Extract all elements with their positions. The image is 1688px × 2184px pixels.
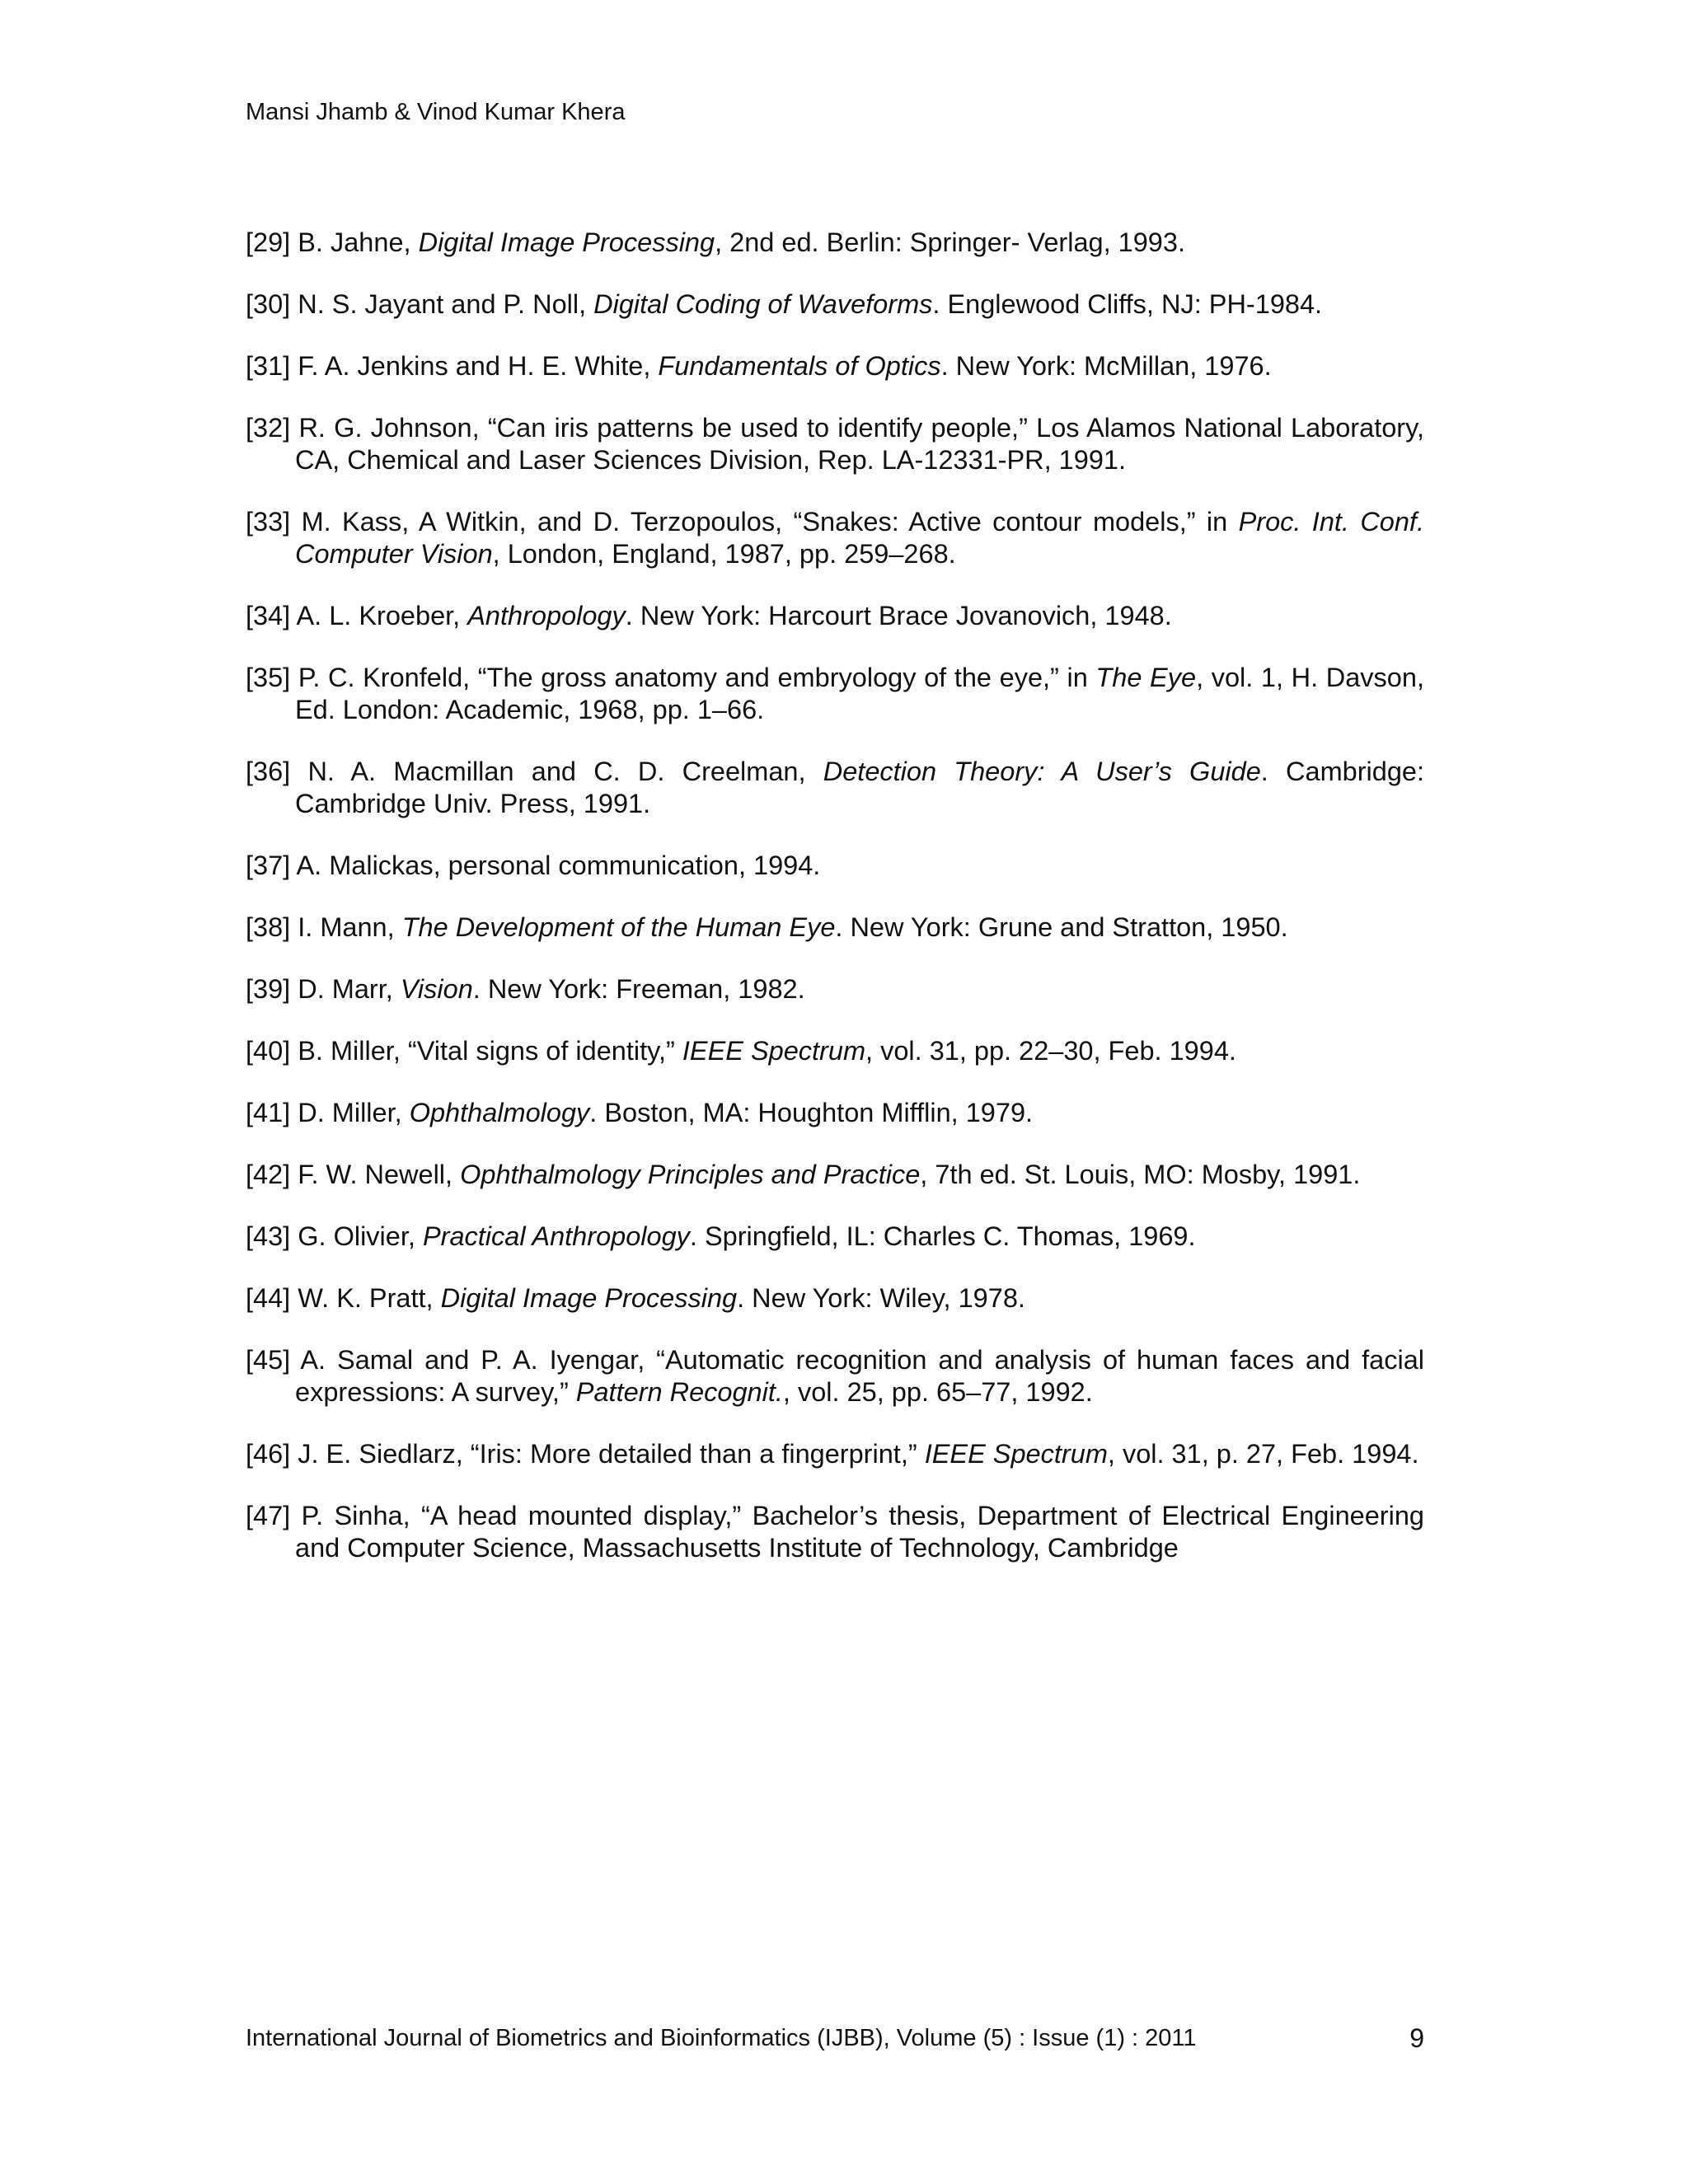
- reference-title: Fundamentals of Optics: [658, 351, 941, 381]
- reference-details: . Springfield, IL: Charles C. Thomas, 1969.: [689, 1221, 1196, 1251]
- reference-title: IEEE Spectrum: [924, 1439, 1108, 1469]
- reference-number: [33]: [246, 507, 291, 537]
- reference-details: . Englewood Cliffs, NJ: PH-1984.: [932, 289, 1323, 319]
- reference-number: [37]: [246, 851, 291, 880]
- reference-item: [246, 973, 1424, 1005]
- reference-number: [46]: [246, 1439, 291, 1469]
- reference-text: F. A. Jenkins and H. E. White,: [298, 351, 659, 381]
- reference-text: W. K. Pratt,: [298, 1283, 441, 1313]
- reference-details: , 7th ed. St. Louis, MO: Mosby, 1991.: [920, 1160, 1361, 1189]
- reference-item: [246, 1438, 1424, 1470]
- reference-details: , vol. 31, p. 27, Feb. 1994.: [1107, 1439, 1419, 1469]
- reference-title: Digital Coding of Waveforms: [593, 289, 933, 319]
- reference-title: Practical Anthropology: [422, 1221, 690, 1251]
- reference-title: Vision: [400, 974, 473, 1004]
- page-footer: [246, 2023, 1424, 2053]
- reference-number: [31]: [246, 351, 291, 381]
- reference-number: [45]: [246, 1345, 291, 1375]
- reference-item: [246, 1344, 1424, 1408]
- reference-number: [29]: [246, 227, 291, 257]
- reference-text: N. A. Macmillan and C. D. Creelman,: [307, 757, 823, 786]
- reference-item: [246, 600, 1424, 632]
- reference-number: [41]: [246, 1098, 291, 1127]
- reference-details: . New York: Grune and Stratton, 1950.: [835, 912, 1288, 942]
- reference-title: Digital Image Processing: [418, 227, 715, 257]
- reference-text: A. Samal and P. A. Iyengar, “Automatic recognition and analysis of human faces and facial expressions: A survey,”: [295, 1345, 1424, 1407]
- reference-item: [246, 1282, 1424, 1315]
- reference-text: A. Malickas, personal communication, 1994.: [296, 851, 821, 880]
- reference-item: [246, 756, 1424, 820]
- reference-text: N. S. Jayant and P. Noll,: [298, 289, 594, 319]
- reference-details: . New York: McMillan, 1976.: [940, 351, 1272, 381]
- reference-item: [246, 288, 1424, 321]
- reference-title: Proc. Int. Conf. Computer Vision: [295, 507, 1424, 569]
- reference-text: A. L. Kroeber,: [296, 601, 468, 630]
- reference-number: [35]: [246, 663, 291, 692]
- reference-text: G. Olivier,: [298, 1221, 423, 1251]
- reference-text: R. G. Johnson, “Can iris patterns be used to identify people,” Los Alamos National Laboratory, CA, Chemical and Laser Sciences Division, Rep. LA-12331-PR, 1991.: [295, 413, 1424, 475]
- reference-number: [34]: [246, 601, 291, 630]
- reference-number: [42]: [246, 1160, 291, 1189]
- reference-item: [246, 1221, 1424, 1253]
- reference-details: , London, England, 1987, pp. 259–268.: [492, 539, 956, 569]
- reference-number: [38]: [246, 912, 291, 942]
- reference-text: B. Miller, “Vital signs of identity,”: [298, 1036, 682, 1066]
- reference-title: Ophthalmology Principles and Practice: [460, 1160, 921, 1189]
- reference-text: M. Kass, A Witkin, and D. Terzopoulos, “Snakes: Active contour models,” in: [301, 507, 1239, 537]
- reference-title: IEEE Spectrum: [682, 1036, 866, 1066]
- reference-item: [246, 1097, 1424, 1129]
- reference-details: . Cambridge: Cambridge Univ. Press, 1991.: [295, 757, 1425, 818]
- reference-item: [246, 227, 1424, 259]
- reference-title: Pattern Recognit.: [575, 1377, 783, 1407]
- reference-details: . New York: Freeman, 1982.: [472, 974, 805, 1004]
- reference-item: [246, 850, 1424, 882]
- reference-title: The Eye: [1095, 663, 1197, 692]
- reference-number: [47]: [246, 1501, 291, 1530]
- reference-details: . Boston, MA: Houghton Mifflin, 1979.: [589, 1098, 1034, 1127]
- reference-item: [246, 412, 1424, 476]
- running-header-authors: Mansi Jhamb & Vinod Kumar Khera: [246, 99, 626, 125]
- reference-item: [246, 1035, 1424, 1067]
- reference-number: [44]: [246, 1283, 291, 1313]
- reference-text: F. W. Newell,: [298, 1160, 461, 1189]
- reference-title: The Development of the Human Eye: [401, 912, 836, 942]
- reference-number: [43]: [246, 1221, 291, 1251]
- reference-title: Detection Theory: A User’s Guide: [823, 757, 1261, 786]
- reference-title: Ophthalmology: [409, 1098, 590, 1127]
- reference-details: . New York: Harcourt Brace Jovanovich, 1948.: [625, 601, 1172, 630]
- reference-details: , vol. 31, pp. 22–30, Feb. 1994.: [865, 1036, 1236, 1066]
- reference-text: B. Jahne,: [298, 227, 419, 257]
- reference-details: , 2nd ed. Berlin: Springer- Verlag, 1993.: [715, 227, 1185, 257]
- reference-details: . New York: Wiley, 1978.: [737, 1283, 1025, 1313]
- reference-text: I. Mann,: [298, 912, 402, 942]
- reference-item: [246, 506, 1424, 570]
- reference-number: [30]: [246, 289, 291, 319]
- reference-item: [246, 662, 1424, 726]
- reference-title: Anthropology: [467, 601, 626, 630]
- reference-title: Digital Image Processing: [440, 1283, 738, 1313]
- reference-item: [246, 350, 1424, 382]
- reference-item: [246, 1500, 1424, 1564]
- reference-text: J. E. Siedlarz, “Iris: More detailed than a fingerprint,”: [298, 1439, 925, 1469]
- reference-number: [36]: [246, 757, 291, 786]
- reference-number: [32]: [246, 413, 291, 443]
- reference-number: [39]: [246, 974, 291, 1004]
- reference-text: D. Miller,: [298, 1098, 410, 1127]
- reference-text: P. Sinha, “A head mounted display,” Bachelor’s thesis, Department of Electrical Engineering and Computer Science, Massachusetts Institute of Technology, Cambridge: [295, 1501, 1425, 1563]
- reference-list: [246, 227, 1424, 1594]
- journal-citation: International Journal of Biometrics and Bioinformatics (IJBB), Volume (5) : Issue (1) : 2011: [246, 2025, 1197, 2051]
- reference-details: , vol. 1, H. Davson, Ed. London: Academic, 1968, pp. 1–66.: [295, 663, 1424, 724]
- reference-text: P. C. Kronfeld, “The gross anatomy and embryology of the eye,” in: [298, 663, 1096, 692]
- reference-details: , vol. 25, pp. 65–77, 1992.: [782, 1377, 1093, 1407]
- reference-text: D. Marr,: [298, 974, 401, 1004]
- reference-item: [246, 912, 1424, 944]
- reference-number: [40]: [246, 1036, 291, 1066]
- reference-item: [246, 1159, 1424, 1191]
- page-number: 9: [1409, 2023, 1424, 2053]
